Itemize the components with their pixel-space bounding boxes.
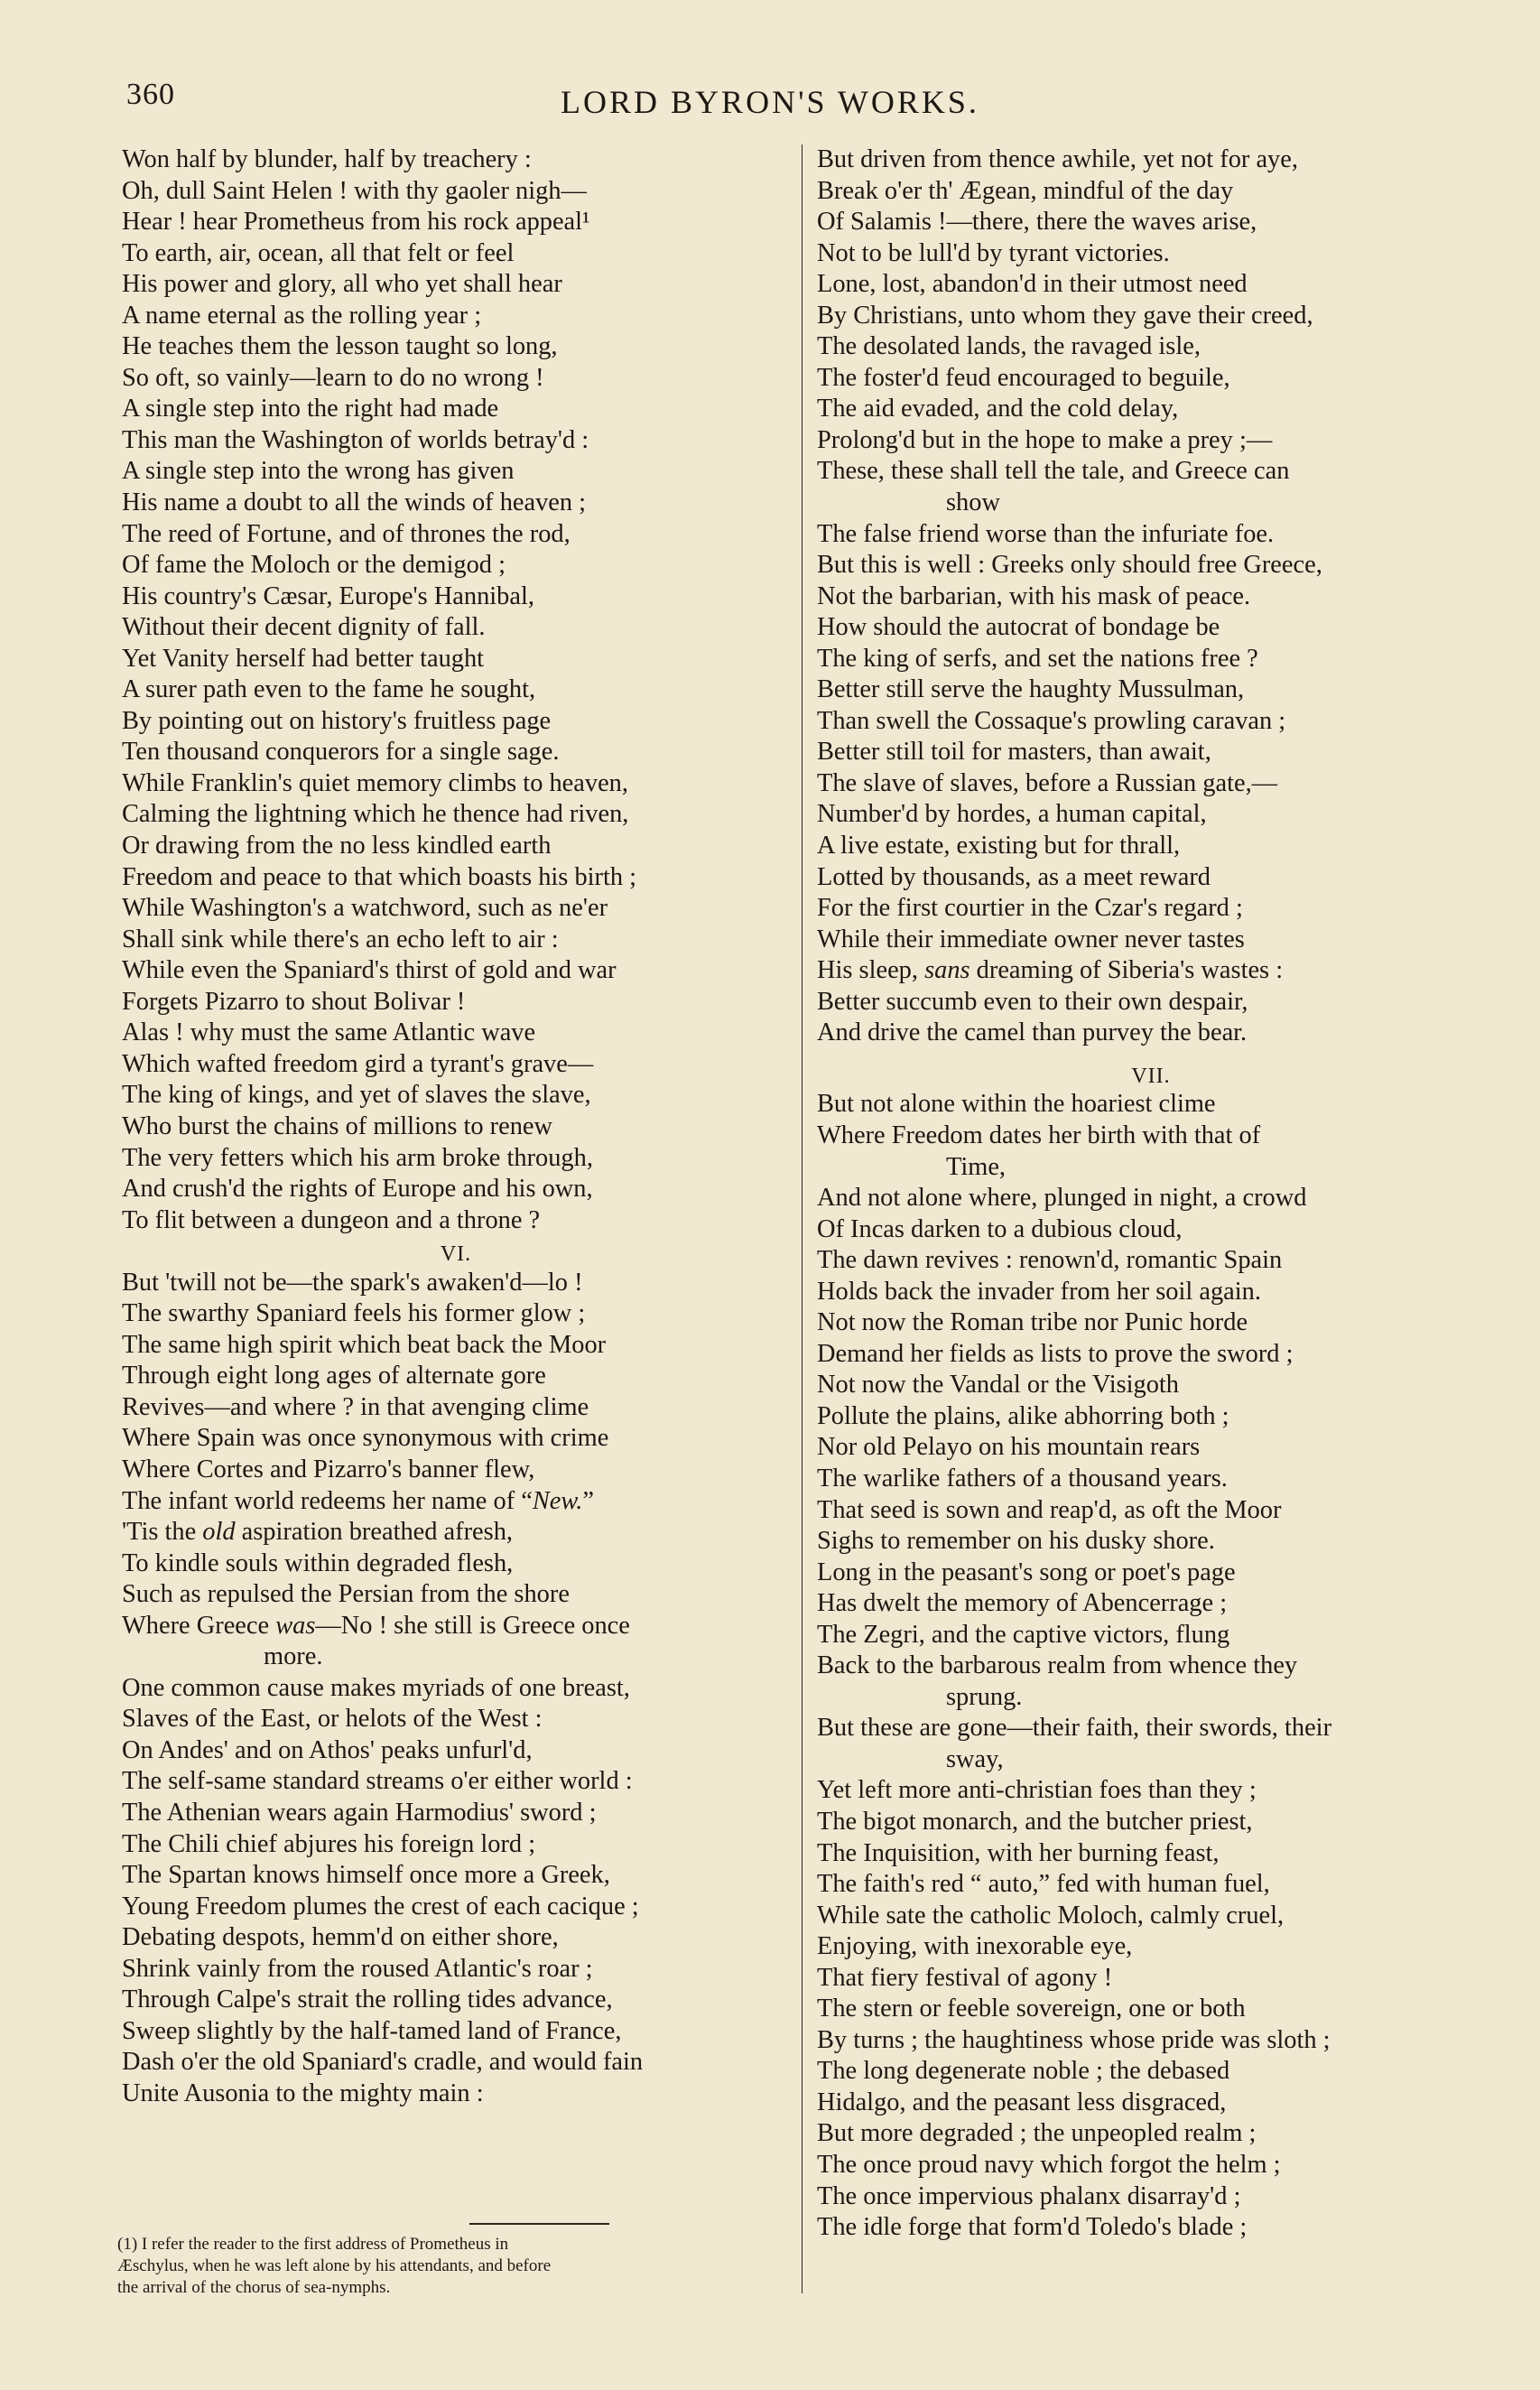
verse-line: That fiery festival of agony !	[817, 1963, 1113, 1992]
verse-line: So oft, so vainly—learn to do no wrong !	[122, 363, 544, 392]
verse-line: The false friend worse than the infuriate foe.	[817, 519, 1275, 548]
verse-line: Not the barbarian, with his mask of peace.	[817, 581, 1251, 610]
verse-line: The Chili chief abjures his foreign lord ;	[122, 1829, 536, 1858]
verse-line: His country's Cæsar, Europe's Hannibal,	[122, 581, 534, 610]
verse-line: Where Freedom dates her birth with that of	[817, 1121, 1261, 1149]
footnote-line: (1) I refer the reader to the first address of Prometheus in	[117, 2235, 509, 2254]
verse-line: Oh, dull Saint Helen ! with thy gaoler nigh—	[122, 176, 587, 205]
verse-line: The aid evaded, and the cold delay,	[817, 395, 1179, 423]
verse-line: Of fame the Moloch or the demigod ;	[122, 551, 506, 580]
verse-line: Prolong'd but in the hope to make a prey ;—	[817, 425, 1273, 454]
verse-line: Ten thousand conquerors for a single sage.	[122, 738, 560, 767]
verse-line: Calming the lightning which he thence had riven,	[122, 800, 629, 829]
verse-line: Not now the Vandal or the Visigoth	[817, 1371, 1179, 1400]
verse-block-right-e	[817, 1775, 1485, 2243]
verse-line: The foster'd feud encouraged to beguile,	[817, 363, 1230, 392]
verse-line: Back to the barbarous realm from whence they	[817, 1651, 1298, 1680]
verse-block-left-d	[122, 1673, 790, 2110]
running-title: LORD BYRON'S WORKS.	[561, 84, 979, 120]
verse-line: Dash o'er the old Spaniard's cradle, and would fain	[122, 2048, 644, 2077]
verse-line: These, these shall tell the tale, and Greece can	[817, 457, 1290, 486]
verse-line: Than swell the Cossaque's prowling caravan ;	[817, 706, 1286, 735]
verse-line: On Andes' and on Athos' peaks unfurl'd,	[122, 1735, 533, 1764]
verse-line: The very fetters which his arm broke through,	[122, 1143, 593, 1172]
left-column	[122, 144, 790, 2109]
verse-line: How should the autocrat of bondage be	[817, 613, 1220, 642]
verse-line: Hidalgo, and the peasant less disgraced,	[817, 2088, 1227, 2116]
verse-line: Through Calpe's strait the rolling tides advance,	[122, 1985, 613, 2014]
section-heading-vii: VII.	[1131, 1064, 1171, 1088]
verse-line: While even the Spaniard's thirst of gold and war	[122, 956, 617, 985]
verse-line: Forgets Pizarro to shout Bolivar !	[122, 987, 466, 1016]
verse-line: The idle forge that form'd Toledo's blade ;	[817, 2213, 1248, 2242]
verse-line: He teaches them the lesson taught so long,	[122, 332, 558, 361]
verse-line: And not alone where, plunged in night, a crowd	[817, 1184, 1307, 1213]
verse-line: The stern or feeble sovereign, one or both	[817, 1995, 1246, 2023]
verse-line: The king of kings, and yet of slaves the slave,	[122, 1081, 591, 1110]
verse-line: The king of serfs, and set the nations free ?	[817, 644, 1258, 673]
verse-line: For the first courtier in the Czar's regard ;	[817, 894, 1243, 923]
verse-line: Sighs to remember on his dusky shore.	[817, 1527, 1215, 1556]
verse-line: While Franklin's quiet memory climbs to heaven,	[122, 768, 628, 797]
verse-line: The bigot monarch, and the butcher priest,	[817, 1807, 1253, 1836]
verse-line: The Inquisition, with her burning feast,	[817, 1838, 1220, 1867]
verse-line: The long degenerate noble ; the debased	[817, 2057, 1230, 2086]
verse-line: Sweep slightly by the half-tamed land of France,	[122, 2016, 622, 2045]
verse-line: A single step into the wrong has given	[122, 457, 515, 486]
verse-line: Such as repulsed the Persian from the shore	[122, 1580, 570, 1609]
verse-line: The once proud navy which forgot the helm ;	[817, 2151, 1281, 2179]
verse-line: Who burst the chains of millions to renew	[122, 1111, 553, 1140]
verse-line: Pollute the plains, alike abhorring both ;	[817, 1401, 1229, 1430]
verse-line: Young Freedom plumes the crest of each cacique ;	[122, 1892, 639, 1920]
right-column	[817, 144, 1485, 2244]
verse-line: Not now the Roman tribe nor Punic horde	[817, 1308, 1248, 1337]
verse-line: By Christians, unto whom they gave their creed,	[817, 301, 1313, 330]
verse-line: To kindle souls within degraded flesh,	[122, 1548, 514, 1577]
verse-line: Enjoying, with inexorable eye,	[817, 1932, 1133, 1961]
verse-block-right-b	[817, 519, 1485, 956]
verse-line: Hear ! hear Prometheus from his rock appeal¹	[122, 208, 590, 237]
verse-line: And drive the camel than purvey the bear.	[817, 1018, 1248, 1047]
verse-line: Or drawing from the no less kindled earth	[122, 832, 552, 860]
verse-line: Demand her fields as lists to prove the sword ;	[817, 1339, 1294, 1368]
verse-line: Which wafted freedom gird a tyrant's grave—	[122, 1049, 594, 1078]
verse-block-right-c	[817, 987, 1485, 1049]
verse-line: To flit between a dungeon and a throne ?	[122, 1205, 541, 1234]
verse-line: The same high spirit which beat back the Moor	[122, 1330, 607, 1359]
verse-line: That seed is sown and reap'd, as oft the Moor	[817, 1495, 1282, 1524]
verse-line: His name a doubt to all the winds of heaven ;	[122, 488, 587, 517]
verse-line: Yet Vanity herself had better taught	[122, 644, 485, 673]
verse-line: Won half by blunder, half by treachery :	[122, 145, 532, 173]
verse-line: One common cause makes myriads of one breast,	[122, 1673, 630, 1702]
verse-line: But these are gone—their faith, their swords, their	[817, 1714, 1332, 1743]
verse-line: While sate the catholic Moloch, calmly cruel,	[817, 1901, 1285, 1930]
verse-block-right-a	[817, 144, 1485, 488]
verse-line: The swarthy Spaniard feels his former glow ;	[122, 1299, 586, 1328]
verse-line: The faith's red “ auto,” fed with human fuel,	[817, 1870, 1270, 1899]
verse-line: The Athenian wears again Harmodius' sword ;	[122, 1798, 597, 1827]
verse-line: Has dwelt the memory of Abencerrage ;	[817, 1589, 1228, 1618]
verse-line: The self-same standard streams o'er either world :	[122, 1767, 633, 1796]
verse-line: This man the Washington of worlds betray'd :	[122, 425, 589, 454]
verse-line: Through eight long ages of alternate gore	[122, 1362, 546, 1390]
verse-line: Of Incas darken to a dubious cloud,	[817, 1214, 1183, 1243]
footnote-line: Æschylus, when he was left alone by his attendants, and before	[117, 2256, 552, 2275]
verse-line: But 'twill not be—the spark's awaken'd—lo !	[122, 1268, 583, 1297]
verse-line-continuation: sprung.	[946, 1682, 1023, 1711]
verse-line-continuation: show	[946, 488, 1000, 517]
verse-line: Of Salamis !—there, there the waves arise,	[817, 208, 1257, 237]
verse-line-continuation: sway,	[946, 1744, 1004, 1773]
verse-line: To earth, air, ocean, all that felt or feel	[122, 238, 515, 267]
verse-line: Shall sink while there's an echo left to air :	[122, 925, 559, 953]
verse-line: Not to be lull'd by tyrant victories.	[817, 238, 1170, 267]
verse-line: Break o'er th' Ægean, mindful of the day	[817, 176, 1234, 205]
verse-line: Nor old Pelayo on his mountain rears	[817, 1433, 1201, 1462]
verse-line: By pointing out on history's fruitless page	[122, 706, 552, 735]
verse-line: Where Cortes and Pizarro's banner flew,	[122, 1455, 535, 1483]
verse-line: Freedom and peace to that which boasts his birth ;	[122, 862, 637, 891]
verse-line: A live estate, existing but for thrall,	[817, 832, 1181, 860]
verse-line: The slave of slaves, before a Russian gate,—	[817, 768, 1278, 797]
verse-line-continuation: Time,	[946, 1152, 1007, 1181]
verse-line: Without their decent dignity of fall.	[122, 613, 486, 642]
verse-line: Shrink vainly from the roused Atlantic's roar ;	[122, 1954, 593, 1983]
verse-line: Better still serve the haughty Mussulman,	[817, 675, 1245, 704]
verse-line: The Zegri, and the captive victors, flung	[817, 1620, 1230, 1649]
verse-block-right-d	[817, 1183, 1485, 1682]
verse-line: But not alone within the hoariest clime	[817, 1090, 1216, 1119]
verse-line: Alas ! why must the same Atlantic wave	[122, 1018, 536, 1047]
verse-line: Where Spain was once synonymous with crime	[122, 1424, 609, 1453]
verse-line: And crush'd the rights of Europe and his own,	[122, 1175, 593, 1204]
verse-line: The Spartan knows himself once more a Greek,	[122, 1861, 610, 1890]
verse-line: A single step into the right had made	[122, 395, 499, 423]
verse-line-was: Where Greece was—No ! she still is Greece once	[122, 1611, 630, 1640]
verse-line: But this is well : Greeks only should free Greece,	[817, 551, 1322, 580]
verse-line: His power and glory, all who yet shall hear	[122, 270, 562, 299]
verse-line: Revives—and where ? in that avenging clime	[122, 1392, 589, 1421]
verse-line-new: The infant world redeems her name of “New.”	[122, 1486, 594, 1515]
page-number: 360	[126, 78, 175, 111]
verse-line: Unite Ausonia to the mighty main :	[122, 2078, 484, 2107]
verse-line: Lotted by thousands, as a meet reward	[817, 862, 1211, 891]
verse-line: The warlike fathers of a thousand years.	[817, 1464, 1228, 1493]
section-heading-vi: VI.	[440, 1242, 472, 1267]
verse-block-left-b	[122, 1268, 790, 1486]
verse-line: But driven from thence awhile, yet not for aye,	[817, 145, 1298, 173]
verse-line: But more degraded ; the unpeopled realm ;	[817, 2119, 1257, 2148]
verse-line: Long in the peasant's song or poet's page	[817, 1558, 1236, 1586]
verse-line: Holds back the invader from her soil again.	[817, 1277, 1261, 1306]
verse-line: By turns ; the haughtiness whose pride was sloth ;	[817, 2025, 1331, 2054]
footnote	[117, 2234, 790, 2299]
footnote-rule	[469, 2223, 609, 2225]
verse-line: Yet left more anti-christian foes than they ;	[817, 1776, 1257, 1805]
verse-line: The dawn revives : renown'd, romantic Spain	[817, 1246, 1283, 1275]
verse-line: Better succumb even to their own despair,	[817, 987, 1248, 1016]
verse-line: While their immediate owner never tastes	[817, 925, 1245, 953]
verse-block-left-c	[122, 1548, 790, 1611]
verse-line-sans: His sleep, sans dreaming of Siberia's wastes :	[817, 956, 1284, 985]
stanza-gap	[817, 1049, 1485, 1058]
verse-line: While Washington's a watchword, such as ne'er	[122, 894, 608, 923]
verse-line-continuation: more.	[264, 1642, 323, 1671]
verse-line: A surer path even to the fame he sought,	[122, 675, 536, 704]
footnote-line: the arrival of the chorus of sea-nymphs.	[117, 2278, 391, 2297]
verse-line: Number'd by hordes, a human capital,	[817, 800, 1207, 829]
verse-line: A name eternal as the rolling year ;	[122, 301, 482, 330]
verse-line: The desolated lands, the ravaged isle,	[817, 332, 1201, 361]
verse-line: Lone, lost, abandon'd in their utmost need	[817, 270, 1248, 299]
verse-block-left-a	[122, 144, 790, 1236]
verse-line: Slaves of the East, or helots of the West :	[122, 1705, 543, 1734]
verse-line: The once impervious phalanx disarray'd ;	[817, 2181, 1241, 2210]
verse-line: The reed of Fortune, and of thrones the rod,	[122, 519, 571, 548]
verse-line: Debating despots, hemm'd on either shore,	[122, 1923, 559, 1952]
verse-line: Better still toil for masters, than await,	[817, 738, 1211, 767]
verse-line-old: 'Tis the old aspiration breathed afresh,	[122, 1518, 513, 1547]
